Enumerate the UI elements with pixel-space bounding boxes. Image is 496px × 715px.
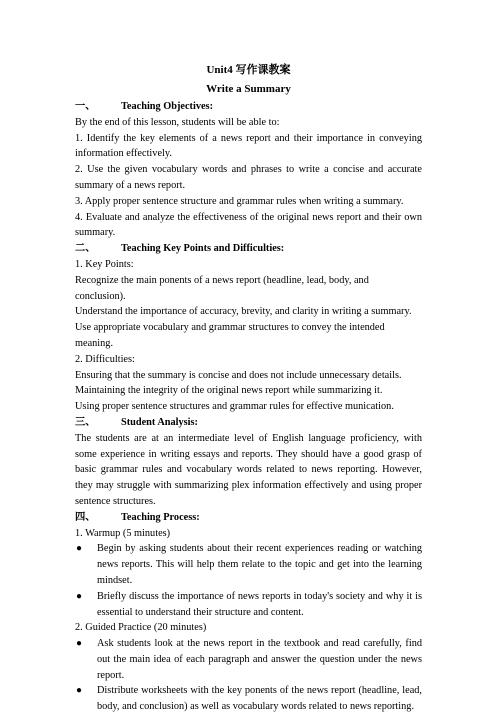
bullet-icon: ● [76, 685, 83, 697]
list-item [75, 589, 422, 621]
document-subtitle: Write a Summary [206, 83, 291, 95]
difficulty-item: Ensuring that the summary is concise and does not include unnecessary details. [75, 369, 402, 381]
difficulties-label: 2. Difficulties: [75, 353, 135, 365]
difficulty-item: Using proper sentence structures and grammar rules for effective munication. [75, 401, 394, 413]
section-title: Student Analysis: [121, 416, 198, 428]
section-title: Teaching Objectives: [121, 101, 213, 112]
section-heading-objectives [75, 99, 422, 115]
objective-item: 2. Use the given vocabulary words and phrases to write a concise and accurate summary of a news report. [75, 164, 422, 191]
key-point-item: Use appropriate vocabulary and grammar structures to convey the intended meaning. [75, 322, 385, 349]
bullet-icon: ● [76, 590, 83, 602]
bullet-icon: ● [76, 638, 83, 650]
key-points-label: 1. Key Points: [75, 258, 134, 270]
bullet-text: Begin by asking students about their recent experiences reading or watching news reports. This will help them relate to the topic and get into the learning mindset. [97, 543, 422, 586]
objectives-intro: By the end of this lesson, students will be able to: [75, 116, 280, 128]
section-number: 一、 [75, 101, 96, 112]
list-item [75, 541, 422, 588]
difficulty-item: Maintaining the integrity of the original news report while summarizing it. [75, 385, 383, 397]
key-point-item: Understand the importance of accuracy, brevity, and clarity in writing a summary. [75, 306, 412, 318]
bullet-icon: ● [76, 543, 83, 555]
bullet-text: Distribute worksheets with the key ponents of the news report (headline, lead, body, and conclusion) as well as vocabulary words related to news reporting. [97, 685, 422, 713]
section-title: Teaching Process: [121, 511, 200, 523]
section-title: Teaching Key Points and Difficulties: [121, 243, 285, 255]
key-point-item: Recognize the main ponents of a news report (headline, lead, body, and conclusion). [75, 274, 369, 302]
section-number: 四、 [75, 511, 96, 523]
document-title: Unit4 写作课教案 [206, 64, 291, 76]
process-step-guided-practice: 2. Guided Practice (20 minutes) [75, 622, 207, 634]
section-heading-teaching-process [75, 510, 422, 526]
student-analysis-text: The students are at an intermediate level of English language proficiency, with some experience in writing essays and reports. They should have a good grasp of basic grammar rules and vocabulary words related to news reporting. However, they may struggle with summarizing plex information effectively and using proper sentence structures. [75, 432, 422, 507]
list-item [75, 683, 422, 715]
objective-item: 4. Evaluate and analyze the effectiveness of the original news report and their own summary. [75, 211, 422, 239]
section-heading-key-points [75, 241, 422, 257]
bullet-text: Ask students look at the news report in the textbook and read carefully, find out the main idea of each paragraph and answer the question under the news report. [97, 638, 422, 681]
guided-practice-bullet-list [75, 636, 422, 715]
section-heading-student-analysis [75, 415, 422, 431]
objective-item: 1. Identify the key elements of a news report and their importance in conveying information effectively. [75, 132, 422, 160]
objective-item: 3. Apply proper sentence structure and grammar rules when writing a summary. [75, 195, 404, 207]
process-step-warmup: 1. Warmup (5 minutes) [75, 527, 171, 539]
warmup-bullet-list [75, 541, 422, 620]
list-item [75, 636, 422, 683]
section-number: 二、 [75, 243, 96, 255]
bullet-text: Briefly discuss the importance of news reports in today's society and why it is essential to understand their structure and content. [97, 590, 422, 618]
section-number: 三、 [75, 416, 96, 428]
